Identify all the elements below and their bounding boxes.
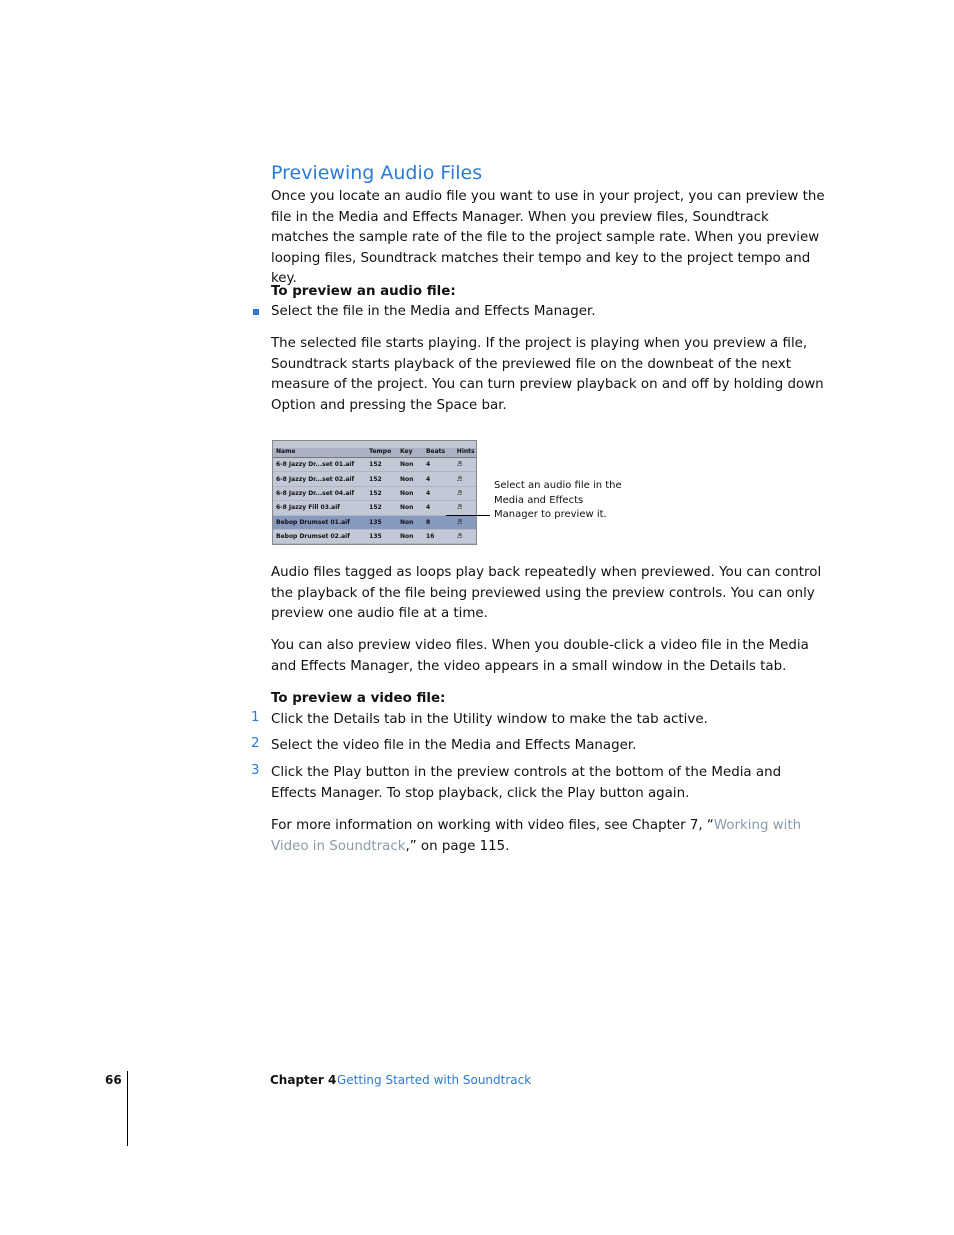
col-tempo: Tempo — [369, 448, 392, 455]
hint-icon: ♬ — [456, 475, 463, 483]
loops-paragraph: Audio files tagged as loops play back repeatedly when previewed. You can control the playback of the file being previewed using the preview controls. You can only preview one audio file at a time. — [271, 565, 822, 621]
table-cell: 6-8 Jazzy Fill 03.aif — [276, 504, 340, 512]
audio-task-title: To preview an audio file: — [271, 284, 456, 299]
more-info-text: ,” on page 115. — [405, 838, 510, 854]
table-cell: 4 — [425, 504, 431, 512]
audio-step: Select the file in the Media and Effects Manager. — [271, 304, 596, 319]
table-cell: 8 — [425, 518, 431, 526]
table-cell: Non — [399, 461, 414, 469]
video-step: Click the Details tab in the Utility window to make the tab active. — [271, 712, 708, 727]
table-header — [273, 448, 476, 458]
video-paragraph: You can also preview video files. When you double-click a video file in the Media and Effects Manager, the video appears in a small window in the Details tab. — [271, 638, 809, 674]
audio-result-paragraph: The selected file starts playing. If the project is playing when you preview a file, Soundtrack starts playback of the previewed file on the downbeat of the next measure of the project. You can turn preview playback on and off by holding down Option and pressing the Space bar. — [271, 336, 824, 413]
table-cell: 6-8 Jazzy Dr...set 02.aif — [276, 475, 355, 483]
col-beats: Beats — [425, 448, 446, 455]
step-number: 1 — [251, 710, 260, 725]
table-cell: Bebop Drumset 02.aif — [276, 533, 350, 541]
video-step: Select the video file in the Media and Effects Manager. — [271, 738, 637, 753]
table-cell: Non — [399, 533, 414, 541]
table-cell: 135 — [369, 518, 382, 526]
video-step: Click the Play button in the preview controls at the bottom of the Media and Effects Manager. To stop playback, click the Play button again. — [271, 765, 782, 801]
hint-icon: ♬ — [456, 461, 463, 469]
table-cell: Non — [399, 518, 414, 526]
table-row[interactable] — [273, 530, 476, 544]
table-cell: Non — [399, 504, 414, 512]
footer-chapter-title: Getting Started with Soundtrack — [337, 1073, 532, 1087]
table-cell: 6-8 Jazzy Dr...set 01.aif — [276, 461, 355, 469]
table-cell: 4 — [425, 475, 431, 483]
table-row[interactable] — [273, 472, 476, 486]
intro-paragraph: Once you locate an audio file you want to use in your project, you can preview the file in the Media and Effects Manager. When you preview files, Soundtrack matches the sample rate of the file to the project sample rate. When you preview looping files, Soundtrack matches their tempo and key to the project tempo and key. — [271, 189, 825, 286]
page-number: 66 — [105, 1073, 122, 1087]
bullet-icon — [253, 309, 259, 315]
table-cell: 152 — [369, 475, 382, 483]
more-info-text: For more information on working with video files, see Chapter 7, “ — [271, 818, 714, 833]
figure-callout: Select an audio file in the Media and Effects Manager to preview it. — [494, 480, 622, 520]
table-cell: Non — [399, 489, 414, 497]
table-row[interactable] — [273, 458, 476, 472]
video-task-title: To preview a video file: — [271, 691, 446, 706]
step-number: 3 — [251, 763, 260, 778]
media-manager-screenshot — [272, 440, 477, 545]
col-name: Name — [276, 448, 296, 455]
hint-icon: ♬ — [456, 504, 463, 512]
hint-icon: ♬ — [456, 518, 463, 526]
table-cell: 152 — [369, 504, 382, 512]
footer-chapter: Chapter 4 — [270, 1073, 337, 1087]
table-row[interactable] — [273, 516, 476, 530]
table-cell: Non — [399, 475, 414, 483]
more-info-paragraph — [271, 816, 826, 857]
hint-icon: ♬ — [456, 533, 463, 541]
col-hints: Hints — [456, 448, 475, 455]
table-cell: 16 — [425, 533, 435, 541]
table-cell: 152 — [369, 489, 382, 497]
step-number: 2 — [251, 736, 260, 751]
section-heading: Previewing Audio Files — [271, 162, 483, 184]
chapter-link[interactable]: Working with Video in Soundtrack — [271, 818, 802, 854]
table-row[interactable] — [273, 501, 476, 515]
table-cell: 4 — [425, 461, 431, 469]
table-cell: 6-8 Jazzy Dr...set 04.aif — [276, 489, 355, 497]
table-cell: 135 — [369, 533, 382, 541]
table-cell: 152 — [369, 461, 382, 469]
hint-icon: ♬ — [456, 489, 463, 497]
table-cell: 4 — [425, 489, 431, 497]
table-cell: Bebop Drumset 01.aif — [276, 518, 350, 526]
col-key: Key — [399, 448, 413, 455]
table-row[interactable] — [273, 487, 476, 501]
callout-line — [446, 515, 490, 516]
footer-divider — [127, 1071, 128, 1146]
